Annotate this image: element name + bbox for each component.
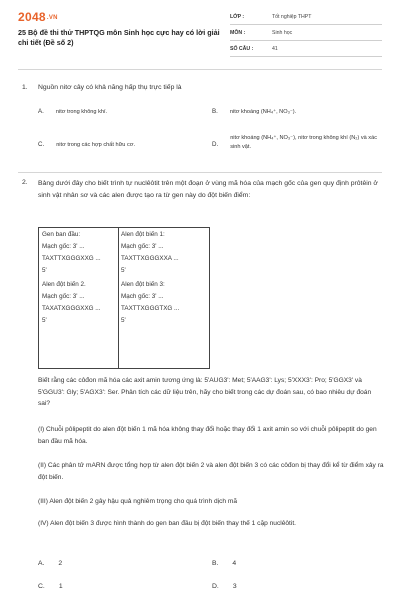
option-letter: B.	[212, 560, 219, 567]
q2-option-a[interactable]	[38, 560, 62, 567]
option-letter: C.	[38, 583, 45, 590]
question-1-text: Nguồn nitơ cây có khả năng hấp thụ trực tiếp là	[38, 84, 182, 91]
q1-option-b[interactable]	[212, 107, 296, 117]
option-text: 4	[232, 560, 237, 567]
meta-value: 41	[272, 46, 278, 52]
option-letter: A.	[38, 560, 45, 567]
option-letter: B.	[212, 108, 218, 115]
table-cell: Alen đột biến 2.	[42, 281, 86, 288]
statement-iii: (III) Alen đột biến 2 gây hậu quả nghiêm trọng cho quá trình dịch mã	[38, 498, 238, 505]
meta-row-count	[230, 44, 382, 57]
meta-key: MÔN :	[230, 30, 246, 36]
document-header	[18, 10, 382, 52]
meta-value: Sinh học	[272, 30, 293, 36]
option-text: nitơ khoáng (NH₄⁺, NO₃⁻), nitơ trong không khí (N₂) và xác sinh vật.	[230, 135, 378, 150]
option-text: 2	[58, 560, 63, 567]
option-letter: C.	[38, 141, 45, 148]
table-cell: 5'	[121, 317, 126, 324]
table-cell: Alen đột biến 1:	[121, 231, 165, 238]
logo-suffix: .VN	[46, 14, 58, 21]
table-cell: Mạch gốc: 3' ...	[121, 293, 164, 300]
table-cell: Mạch gốc: 3' ...	[121, 243, 164, 250]
table-cell: 5'	[42, 267, 47, 274]
meta-panel	[230, 12, 382, 60]
divider	[18, 172, 382, 173]
q2-option-d[interactable]	[212, 583, 237, 590]
option-text: nitơ trong các hợp chất hữu cơ.	[56, 142, 135, 148]
table-cell: Alen đột biến 3:	[121, 281, 165, 288]
sequence-table	[38, 227, 210, 369]
meta-value: Tốt nghiệp THPT	[272, 14, 312, 20]
option-text: 3	[232, 583, 237, 590]
meta-key: SỐ CÂU :	[230, 46, 254, 52]
table-cell: TAXTTXGGGXXG ...	[42, 255, 101, 262]
option-text: nitơ khoáng (NH₄⁺, NO₃⁻).	[229, 109, 297, 115]
document-title: 25 Bộ đề thi thử THPTQG môn Sinh học cực hay có lời giải chi tiết (Đề số 2)	[18, 28, 220, 47]
statement-i: (I) Chuỗi pôlipeptit do alen đột biến 1 mã hóa không thay đổi hoặc thay đổi 1 axit amin so với chuỗi pôlipeptit do gen ban đầu mã hóa.	[38, 426, 377, 445]
table-cell: 5'	[121, 267, 126, 274]
table-cell: TAXATXGGGXXG ...	[42, 305, 101, 312]
question-2-number: 2.	[22, 179, 28, 186]
option-letter: D.	[212, 141, 219, 148]
question-2-context: Biết rằng các côđon mã hóa các axit amin tương ứng là: 5'AUG3': Met; 5'AAG3': Lys; 5'XXX3': Pro; 5'GGX3' và 5'GGU3': Gly; 5'AGX3': Ser. Phân tích các dữ liệu trên, hãy cho biết trong các dự đoán sau, có bao nhiêu dự đoán sai?	[38, 377, 372, 407]
meta-row-subject	[230, 28, 382, 41]
question-1-number: 1.	[22, 84, 28, 91]
q1-option-a[interactable]	[38, 107, 107, 117]
logo-text: 2048	[18, 10, 46, 24]
question-2-text: Bảng dưới đây cho biết trình tự nuclêôtit trên một đoạn ở vùng mã hóa của mạch gốc của gen quy định prôtêin ở sinh vật nhân sơ và các alen được tạo ra từ gen này do đột biến điểm:	[38, 180, 378, 199]
table-divider	[118, 228, 119, 368]
table-cell: Gen ban đầu:	[42, 231, 81, 238]
statement-ii: (II) Các phân tử mARN được tổng hợp từ alen đột biến 2 và alen đột biến 3 có các côđon bị thay đổi kể từ điểm xảy ra đột biến.	[38, 462, 384, 481]
statement-iv: (IV) Alen đột biến 3 được hình thành do gen ban đầu bị đột biến thay thế 1 cặp nuclêôtit.	[38, 520, 297, 527]
table-cell: TAXTTXGGGXXA ...	[121, 255, 179, 262]
table-cell: Mạch gốc: 3' ...	[42, 243, 85, 250]
q1-option-d[interactable]	[212, 134, 382, 152]
table-cell: Mạch gốc: 3' ...	[42, 293, 85, 300]
meta-key: LỚP :	[230, 14, 245, 20]
option-text: nitơ trong không khí.	[55, 109, 108, 115]
q1-option-c[interactable]	[38, 140, 135, 150]
divider	[18, 69, 382, 70]
q2-option-b[interactable]	[212, 560, 236, 567]
table-cell: 5'	[42, 317, 47, 324]
option-letter: A.	[38, 108, 44, 115]
option-letter: D.	[212, 583, 219, 590]
option-text: 1	[58, 583, 63, 590]
table-cell: TAXTTXGGGTXG ...	[121, 305, 180, 312]
site-logo[interactable]	[18, 10, 58, 24]
q2-option-c[interactable]	[38, 583, 63, 590]
meta-row-class	[230, 12, 382, 25]
